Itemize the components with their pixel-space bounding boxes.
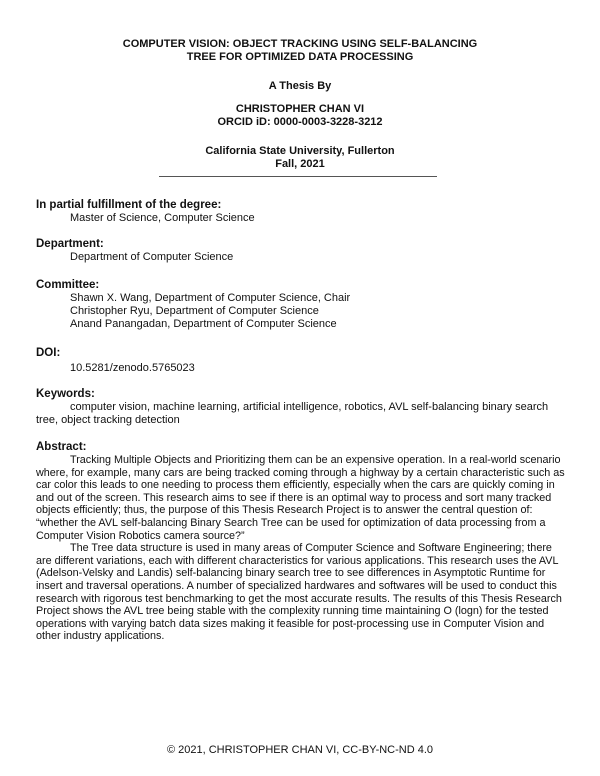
abstract-heading: Abstract:: [36, 441, 87, 453]
doi-heading: DOI:: [36, 347, 61, 359]
copyright-footer: © 2021, CHRISTOPHER CHAN VI, CC-BY-NC-ND 4.0: [166, 744, 434, 756]
divider-rule: [159, 176, 437, 177]
doi-section: [36, 347, 566, 375]
doi-link[interactable]: 10.5281/zenodo.5765023: [70, 362, 195, 374]
university-name: California State University, Fullerton: [205, 145, 395, 157]
keywords-value: computer vision, machine learning, artificial intelligence, robotics, AVL self-balancing binary search tree, object tracking detection: [36, 401, 549, 426]
department-heading: Department:: [36, 238, 104, 250]
committee-member: Christopher Ryu, Department of Computer Science: [70, 305, 319, 317]
department-value: Department of Computer Science: [70, 251, 234, 263]
degree-value: Master of Science, Computer Science: [70, 212, 255, 224]
abstract-paragraph-2: The Tree data structure is used in many areas of Computer Science and Software Engineering; there are different variations, each with different characteristics for various applications. This research uses the AVL (Adelson-Velsky and Landis) self-balancing binary search tree to see differences in Asymptotic Runtime for insert and traversal operations. A number of specialized hardwares and softwares will be used to conduct this research with rigorous test benchmarking to get the most accurate results. The results of this Thesis Research Project shows the AVL tree being stable with the complexity running time maintaining O (logn) for the tested operations with varying batch data sizes making it feasible for post-processing use in Computer Vision and other industry applications.: [36, 542, 562, 643]
keywords-section: [36, 388, 566, 427]
abstract-section: [36, 441, 568, 643]
author-name: CHRISTOPHER CHAN VI: [235, 103, 365, 115]
author-orcid: ORCID iD: 0000-0003-3228-3212: [217, 116, 383, 128]
degree-heading: In partial fulfillment of the degree:: [36, 199, 222, 211]
keywords-heading: Keywords:: [36, 388, 95, 400]
committee-heading: Committee:: [36, 279, 100, 291]
byline: A Thesis By: [268, 80, 332, 92]
thesis-title-line-2: TREE FOR OPTIMIZED DATA PROCESSING: [186, 51, 414, 63]
committee-section: [36, 279, 566, 331]
author-block: [0, 103, 600, 129]
department-section: [36, 238, 566, 264]
term: Fall, 2021: [275, 158, 325, 170]
institution-block: [0, 145, 600, 171]
degree-section: [36, 199, 566, 225]
thesis-title: [0, 38, 600, 64]
committee-member-chair: Shawn X. Wang, Department of Computer Science, Chair: [70, 292, 351, 304]
committee-member: Anand Panangadan, Department of Computer Science: [70, 318, 337, 330]
thesis-title-line-1: COMPUTER VISION: OBJECT TRACKING USING SELF-BALANCING: [122, 38, 478, 50]
abstract-paragraph-1: Tracking Multiple Objects and Prioritizing them can be an expensive operation. In a real-world scenario where, for example, many cars are being tracked coming through a highway by a certain characteristic such as car color this leads to one needing to process them efficiently, especially when the cars are quickly coming in and out of the screen. This research aims to see if there is an optimal way to process and sort many tracked objects efficiently; thus, the purpose of this Thesis Research Project is to answer the central question of: “whether the AVL self-balancing Binary Search Tree can be used for optimization of data processing from a Computer Vision Robotics camera source?”: [36, 454, 565, 542]
